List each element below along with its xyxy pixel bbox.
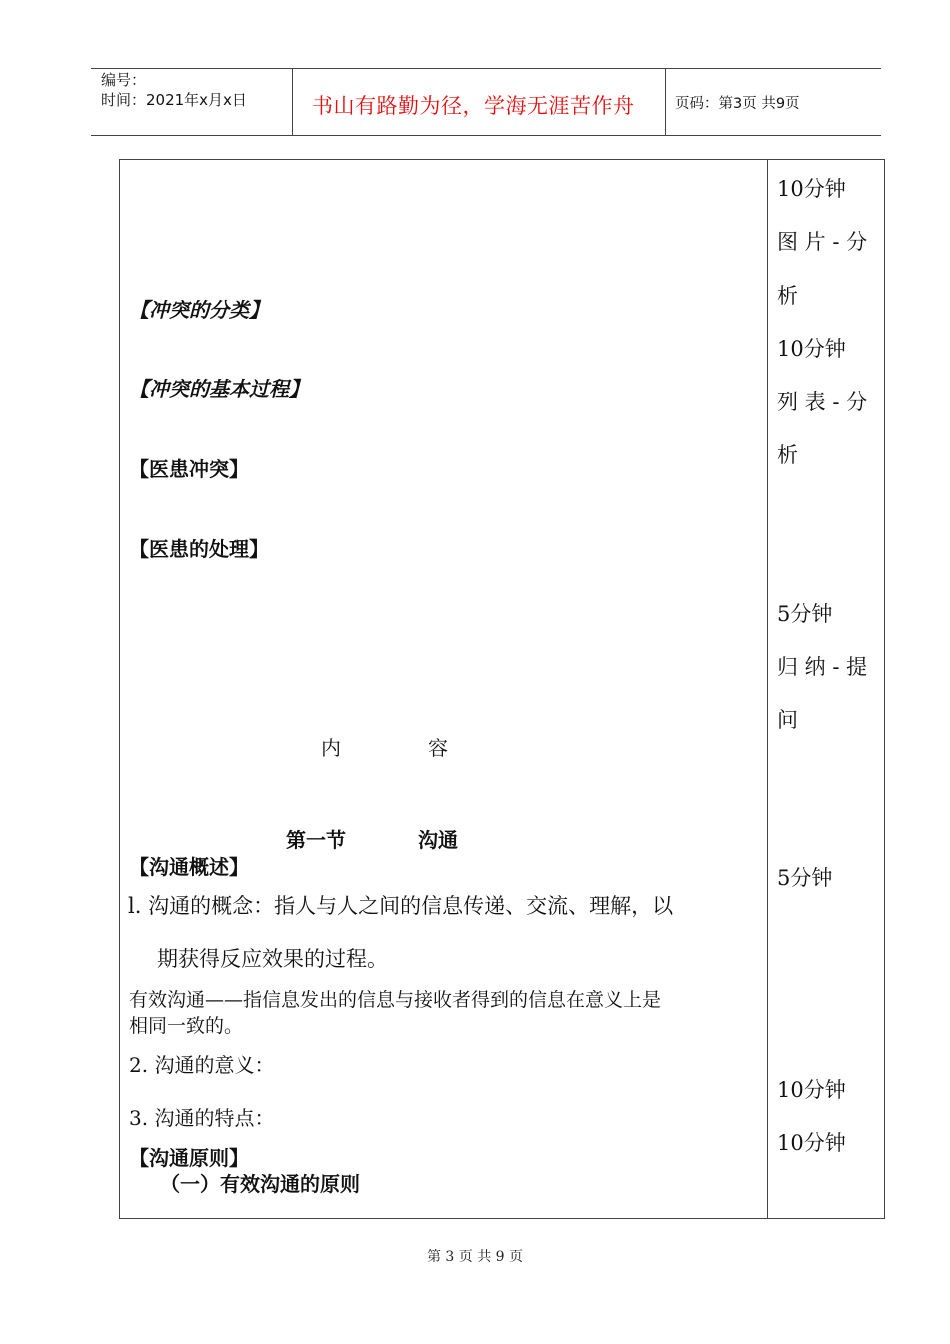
heading-conflict-process: 【冲突的基本过程】 <box>129 377 309 401</box>
header-page-label: 页码：第3页 共9页 <box>675 96 800 112</box>
section-number: 第一节 <box>286 828 346 852</box>
item-1-line-2: 期获得反应效果的过程。 <box>157 947 388 971</box>
header-time-label: 时间：2021年x月x日 <box>101 91 247 109</box>
heading-doctor-patient-conflict: 【医患冲突】 <box>129 457 249 481</box>
header-bottom-rule <box>91 135 881 136</box>
header-top-rule <box>91 68 881 69</box>
item-1-line-1: l. 沟通的概念：指人与人之间的信息传递、交流、理解，以 <box>128 894 674 918</box>
header-number-label: 编号： <box>101 71 147 89</box>
time-note-4: 5分钟 <box>777 866 833 890</box>
heading-communication-principles: 【沟通原则】 <box>129 1146 249 1170</box>
subheading-effective-principles: （一）有效沟通的原则 <box>160 1172 360 1196</box>
section-title: 沟通 <box>418 828 458 852</box>
method-note-3: 归 纳 - 提 <box>777 655 868 679</box>
item-3: 3. 沟通的特点： <box>129 1106 275 1130</box>
heading-conflict-types: 【冲突的分类】 <box>129 298 269 322</box>
header-divider-left <box>292 68 293 135</box>
heading-doctor-patient-handling: 【医患的处理】 <box>129 537 269 561</box>
content-label-1: 内 <box>321 736 341 760</box>
method-note-1-cont: 析 <box>777 284 798 308</box>
method-note-3-cont: 问 <box>777 708 798 732</box>
heading-communication-overview: 【沟通概述】 <box>129 855 249 879</box>
header-divider-right <box>665 68 666 135</box>
effective-communication-line-2: 相同一致的。 <box>129 1015 244 1037</box>
page-footer: 第 3 页 共 9 页 <box>426 1249 524 1265</box>
method-note-2: 列 表 - 分 <box>777 390 868 414</box>
content-label-2: 容 <box>428 736 448 760</box>
time-note-6: 10分钟 <box>777 1131 846 1155</box>
item-2: 2. 沟通的意义： <box>129 1053 275 1077</box>
header-motto: 书山有路勤为径，学海无涯苦作舟 <box>312 94 635 118</box>
header-meta <box>101 70 247 110</box>
time-note-1: 10分钟 <box>777 177 846 201</box>
time-note-2: 10分钟 <box>777 337 846 361</box>
method-note-1: 图 片 - 分 <box>777 230 868 254</box>
method-note-2-cont: 析 <box>777 443 798 467</box>
table-column-divider <box>767 159 768 1219</box>
time-note-3: 5分钟 <box>777 602 833 626</box>
effective-communication-line-1: 有效沟通——指信息发出的信息与接收者得到的信息在意义上是 <box>129 989 662 1011</box>
time-note-5: 10分钟 <box>777 1078 846 1102</box>
